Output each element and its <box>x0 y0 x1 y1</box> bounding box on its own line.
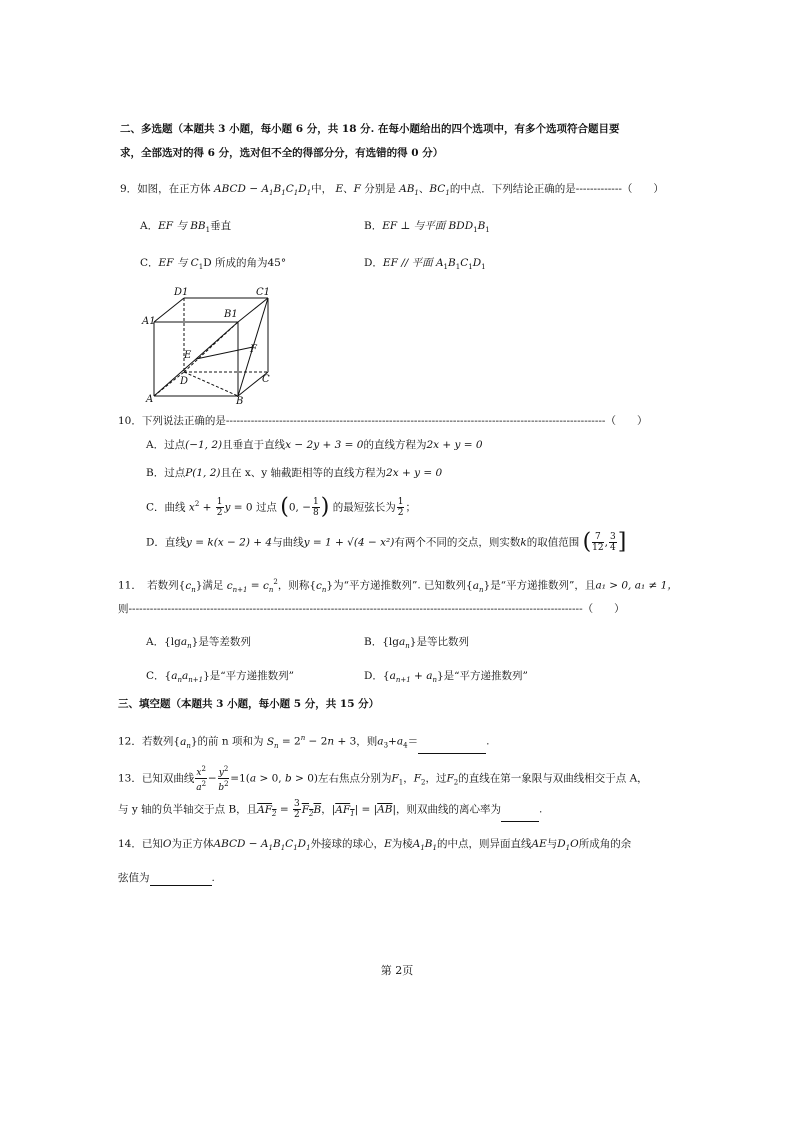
question-10-stem: 10．下列说法正确的是-----------------------------------------------------------------------------------------------------------（ ） <box>118 415 648 427</box>
q9-option-d: D．EF // 平面 $A_1B_1C_1D_1$ <box>364 257 486 272</box>
section-2-heading-line2: 求，全部选对的得 6 分，选对但不全的得部分分，有选错的得 0 分） <box>120 147 444 159</box>
q9-option-c: C．EF 与 $C_1D$ 所成的角为45° <box>140 257 287 272</box>
section-3-heading: 三、填空题（本题共 3 小题，每小题 5 分，共 15 分） <box>118 698 380 710</box>
cube-figure <box>140 284 280 406</box>
label-d: D <box>180 376 189 387</box>
q10-option-a: A．过点(−1, 2)且垂直于直线x − 2y + 3 = 0的直线方程为2x + y = 0 <box>146 439 483 451</box>
question-11-stem: 11． 若数列$\{c_n\}$满足 $c_{n+1} = c_n^2$，则称$\{c_n\}$为“平方递推数列”. 已知数列$\{a_n\}$是“平方递推数列”，且a₁ > 0, a₁ ≠ 1， <box>118 578 678 594</box>
answer-blank[interactable] <box>501 809 539 822</box>
label-b1: B1 <box>224 309 238 320</box>
question-14-line2: 弦值为 . <box>118 872 215 884</box>
label-c: C <box>262 374 270 385</box>
label-a: A <box>146 394 154 405</box>
section-2-heading: 二、多选题（本题共 3 小题，每小题 6 分，共 18 分. 在每小题给出的四个选项中，有多个选项符合题目要 <box>120 123 620 135</box>
label-b: B <box>236 396 244 406</box>
question-14: 14．已知O为正方体ABCD − $A_1B_1C_1D_1$外接球的球心，E为棱$A_1B_1$的中点，则异面直线AE与$D_1O$所成角的余 <box>118 838 632 853</box>
q11-option-c: C．$\{a_na_{n+1}\}$是“平方递推数列” <box>146 670 295 685</box>
q9-option-a: A．EF 与 $BB_1$垂直 <box>140 220 232 235</box>
q9-option-b: B．EF ⊥ 与平面 $BDD_1B_1$ <box>364 220 490 235</box>
page-footer: 第 2页 <box>380 964 414 977</box>
q10-option-d: D．直线y = k(x − 2) + 4与曲线y = 1 + √(4 − x²)有两个不同的交点，则实数k的取值范围 ( $\frac{7}{12}$ , $\frac{3}{4}$ ] <box>146 529 627 555</box>
q11-option-a: A．{lga$_n$}是等差数列 <box>146 636 251 651</box>
question-11-line2: 则--------------------------------------------------------------------------------------------------------------------------------（ ） <box>118 603 625 615</box>
label-c1: C1 <box>256 287 271 298</box>
label-d1: D1 <box>174 287 189 298</box>
label-f: F <box>250 344 257 355</box>
q10-option-b: B．过点P(1, 2)且在 x、y 轴截距相等的直线方程为2x + y = 0 <box>146 467 443 479</box>
q10-option-c: C．曲线 $x^2$ + $\frac{1}{2}$ y = 0 过点 (0, − $\frac{1}{8}$ ) 的最短弦长为 $\frac{1}{2}$ ； <box>146 494 416 520</box>
question-9-stem: 9．如图，在正方体 ABCD − $A_1B_1C_1D_1$中， E、F 分别是 $AB_1$、$BC_1$的中点．下列结论正确的是-------------（ ） <box>120 183 664 198</box>
q11-option-b: B．{lga$_n$}是等比数列 <box>364 636 469 651</box>
label-a1: A1 <box>142 316 156 327</box>
answer-blank[interactable] <box>150 873 212 886</box>
question-13-line2: 与 y 轴的负半轴交于点 B，且$AF_2$ = $\frac{3}{2}$ $F_2B$，$|AF_1| = |\overline{AB}|$，则双曲线的离心率为 . <box>118 799 543 820</box>
label-e: E <box>184 350 192 361</box>
question-13: 13．已知双曲线 $\frac{x^2}{a^2}$ − $\frac{y^2}{b^2}$ =1(a > 0, b > 0)左右焦点分别为$F_1$，$F_2$，过$F_2$的直线在第一象限与双曲线相交于点 A， <box>118 765 648 793</box>
question-12: 12．若数列$\{a_n\}$的前 n 项和为 $S_n = 2^n - 2n + 3$，则$a_3+a_4=$ . <box>118 730 489 754</box>
q11-option-d: D．$\{a_{n+1} + a_n\}$是“平方递推数列” <box>364 670 528 685</box>
answer-blank[interactable] <box>418 741 486 754</box>
